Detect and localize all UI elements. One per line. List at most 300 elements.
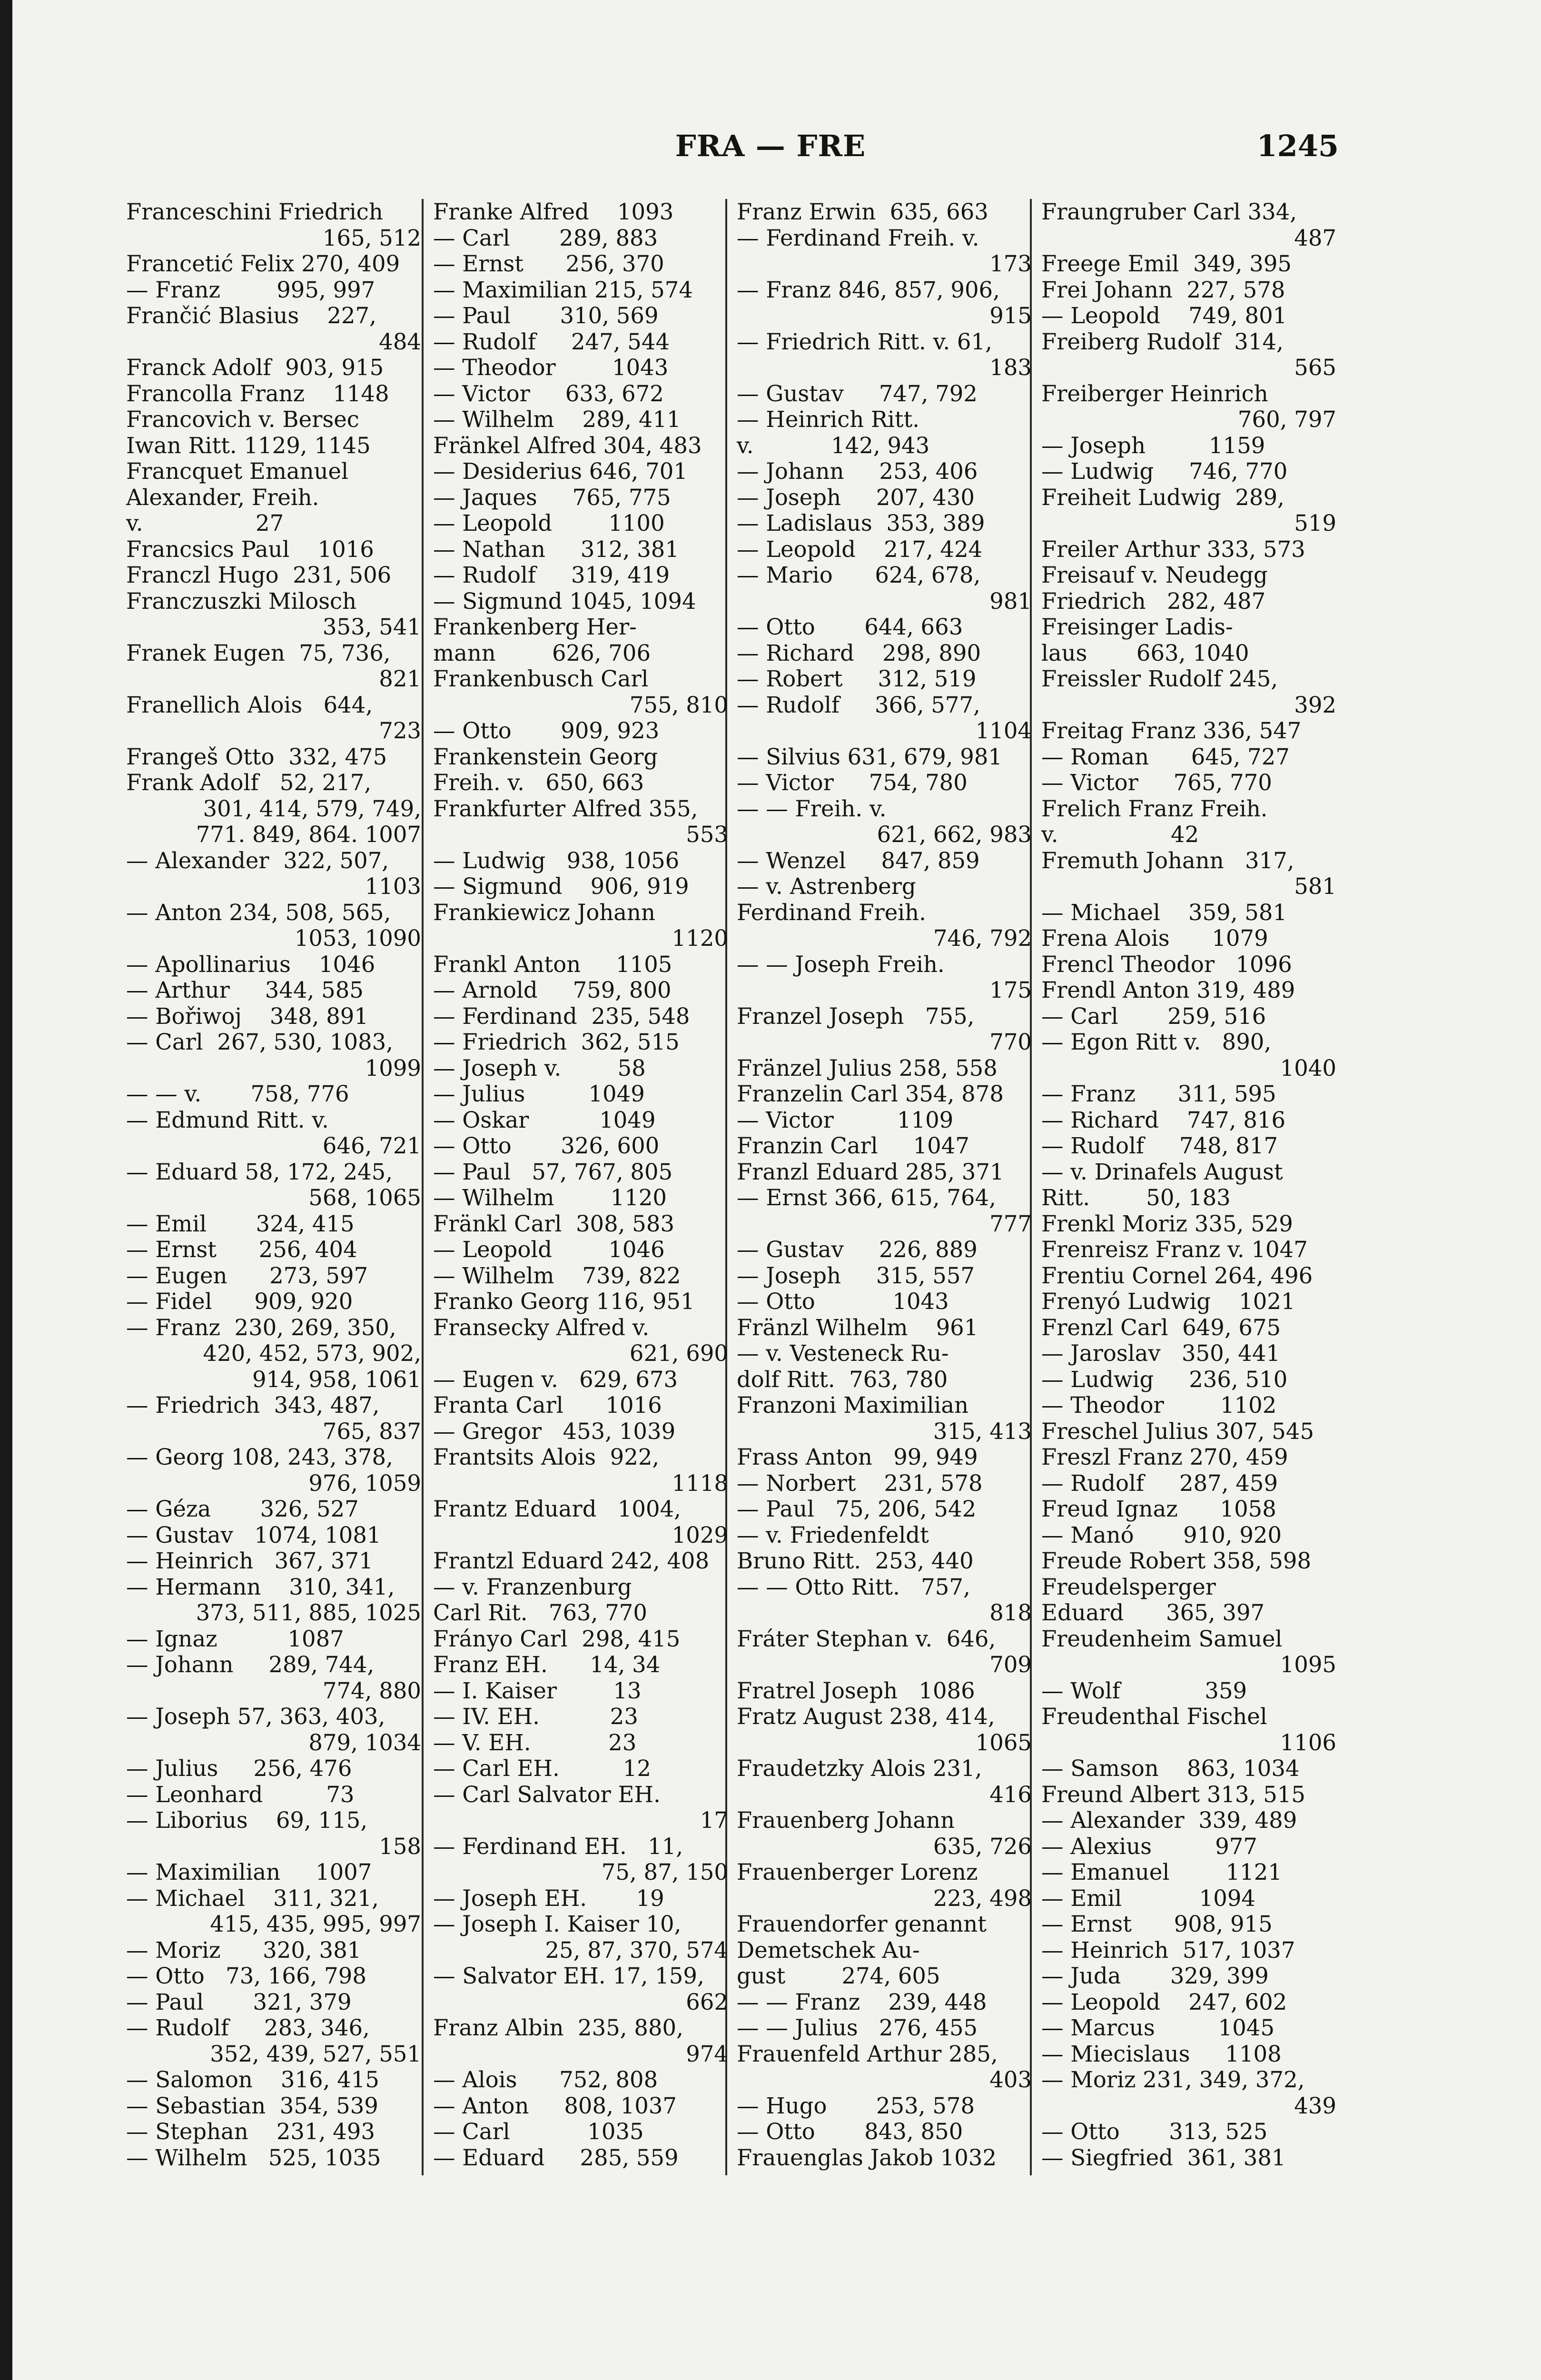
entry-continuation-line: Demetschek Au-	[737, 1937, 920, 1963]
index-entry	[1041, 1755, 1336, 1782]
index-entry	[126, 1081, 421, 1107]
index-entry	[1041, 1211, 1336, 1237]
index-entry	[737, 2015, 1032, 2041]
index-entry	[433, 873, 728, 900]
entry-name-line: Franczl Hugo 231, 506	[126, 562, 392, 588]
entry-name-line: — Wilhelm 739, 822	[433, 1262, 681, 1289]
entry-name-line: — Oskar 1049	[433, 1107, 656, 1133]
index-entry	[126, 1107, 421, 1159]
index-entry	[433, 1237, 728, 1263]
index-entry	[1041, 1782, 1336, 1808]
index-entry	[126, 1704, 421, 1755]
index-entry	[433, 1444, 728, 1496]
entry-name-line: — Gregor 453, 1039	[433, 1418, 676, 1444]
index-entry	[737, 1081, 1032, 1107]
entry-name-line: Freschel Julius 307, 545	[1041, 1418, 1314, 1444]
index-entry	[1041, 1859, 1336, 1885]
entry-name-line: — Franz 846, 857, 906,	[737, 277, 1000, 303]
entry-name-line: — — Joseph Freih.	[737, 951, 945, 977]
entry-name-line: — Ferdinand Freih. v.	[737, 225, 979, 251]
entry-name-line: Fränkl Carl 308, 583	[433, 1210, 675, 1237]
entry-name-line: — Ludwig 746, 770	[1041, 458, 1288, 484]
index-entry	[1041, 666, 1336, 718]
entry-continuation-line: v. 142, 943	[737, 432, 930, 458]
index-entry	[737, 1340, 1032, 1392]
entry-name-line: — Desiderius 646, 701	[433, 458, 688, 484]
index-entry	[1041, 1989, 1336, 2015]
entry-name-line: Frauenberg Johann	[737, 1807, 955, 1833]
index-entry	[1041, 536, 1336, 563]
entry-name-line: Frauenglas Jakob 1032	[737, 2144, 997, 2171]
entry-continuation-line: 553	[686, 822, 728, 847]
index-entry	[126, 1652, 421, 1704]
index-entry	[1041, 1367, 1336, 1393]
entry-name-line: Frenzl Carl 649, 675	[1041, 1314, 1281, 1340]
entry-continuation-line: laus 663, 1040	[1041, 640, 1249, 666]
index-entry	[433, 588, 728, 615]
index-entry	[126, 1755, 421, 1782]
index-entry	[1041, 796, 1336, 848]
entry-name-line: — Wenzel 847, 859	[737, 847, 980, 873]
entry-continuation-line: v. 42	[1041, 822, 1199, 847]
entry-continuation-line: 621, 662, 983	[877, 822, 1032, 847]
entry-name-line: — Ferdinand EH. 11,	[433, 1833, 683, 1859]
entry-continuation-line: 777	[989, 1210, 1032, 1237]
index-entry	[737, 225, 1032, 277]
entry-name-line: Franz Albin 235, 880,	[433, 2015, 683, 2041]
entry-name-line: — Samson 863, 1034	[1041, 1755, 1300, 1781]
index-entry	[737, 1315, 1032, 1341]
index-entry	[433, 1782, 728, 1834]
entry-name-line: — Joseph v. 58	[433, 1055, 646, 1081]
entry-name-line: — Georg 108, 243, 378,	[126, 1444, 393, 1470]
index-entry	[1041, 744, 1336, 770]
index-entry	[433, 458, 728, 485]
entry-name-line: — Norbert 231, 578	[737, 1470, 983, 1496]
entry-name-line: Frass Anton 99, 949	[737, 1444, 978, 1470]
entry-name-line: — Rudolf 247, 544	[433, 328, 670, 355]
entry-name-line: — Manó 910, 920	[1041, 1522, 1282, 1548]
index-entry	[126, 199, 421, 251]
entry-name-line: Fráter Stephan v. 646,	[737, 1626, 996, 1652]
index-entry	[433, 666, 728, 718]
index-entry	[433, 510, 728, 536]
entry-name-line: — Ladislaus 353, 389	[737, 510, 985, 536]
entry-continuation-line: 755, 810	[629, 692, 728, 718]
entry-continuation-line: 1104	[975, 718, 1032, 744]
index-entry	[737, 640, 1032, 666]
entry-name-line: — Anton 234, 508, 565,	[126, 899, 391, 925]
index-entry	[1041, 1911, 1336, 1937]
entry-continuation-line: Iwan Ritt. 1129, 1145	[126, 432, 371, 458]
entry-continuation-line: 223, 498	[933, 1885, 1032, 1911]
entry-name-line: Franke Alfred 1093	[433, 199, 674, 225]
entry-name-line: Frendl Anton 319, 489	[1041, 977, 1295, 1003]
entry-continuation-line: 1106	[1280, 1729, 1336, 1755]
entry-name-line: Freissler Rudolf 245,	[1041, 666, 1278, 692]
entry-continuation-line: 635, 726	[933, 1833, 1032, 1859]
entry-name-line: — Liborius 69, 115,	[126, 1807, 368, 1833]
entry-continuation-line: 373, 511, 885, 1025	[196, 1600, 421, 1626]
entry-name-line: — Otto 843, 850	[737, 2119, 963, 2144]
index-entry	[1041, 1237, 1336, 1263]
entry-name-line: — Carl 267, 530, 1083,	[126, 1029, 393, 1055]
index-entry	[737, 1444, 1032, 1470]
index-entry	[1041, 381, 1336, 433]
entry-name-line: — — v. 758, 776	[126, 1081, 349, 1107]
entry-name-line: — Heinrich Ritt.	[737, 407, 920, 432]
entry-name-line: — Gustav 226, 889	[737, 1237, 978, 1262]
index-entry	[126, 1315, 421, 1393]
entry-name-line: — Marcus 1045	[1041, 2015, 1275, 2041]
entry-name-line: — v. Vesteneck Ru-	[737, 1340, 949, 1366]
entry-name-line: Frauendorfer genannt	[737, 1911, 987, 1937]
entry-name-line: Freszl Franz 270, 459	[1041, 1444, 1288, 1470]
index-entry	[737, 1807, 1032, 1859]
entry-name-line: Frentiu Cornel 264, 496	[1041, 1262, 1313, 1289]
entry-name-line: Freudelsperger	[1041, 1574, 1216, 1600]
entry-name-line: — Franz 230, 269, 350,	[126, 1314, 396, 1340]
index-entry	[1041, 718, 1336, 744]
index-entry	[433, 381, 728, 407]
index-entry	[1041, 1418, 1336, 1445]
index-entry	[433, 1315, 728, 1367]
entry-name-line: Franzoni Maximilian	[737, 1392, 969, 1418]
index-entry	[433, 744, 728, 796]
entry-name-line: Freege Emil 349, 395	[1041, 251, 1292, 277]
index-entry	[737, 1989, 1032, 2015]
entry-name-line: — Otto 73, 166, 798	[126, 1963, 366, 1989]
entry-name-line: — Moriz 320, 381	[126, 1937, 362, 1963]
entry-name-line: — Ernst 908, 915	[1041, 1911, 1273, 1937]
entry-name-line: Frankenbusch Carl	[433, 666, 649, 692]
index-entry	[433, 2067, 728, 2093]
entry-name-line: — Paul 321, 379	[126, 1989, 352, 2015]
index-entry	[1041, 1885, 1336, 1912]
entry-continuation-line: 981	[989, 588, 1032, 614]
entry-name-line: Fratz August 238, 414,	[737, 1704, 995, 1729]
index-entry	[433, 2015, 728, 2067]
index-entry	[433, 355, 728, 381]
entry-name-line: Frelich Franz Freih.	[1041, 795, 1268, 822]
entry-name-line: — Paul 57, 767, 805	[433, 1159, 673, 1185]
index-entry	[433, 562, 728, 588]
entry-continuation-line: 415, 435, 995, 997	[210, 1911, 421, 1937]
entry-name-line: — Nathan 312, 381	[433, 536, 679, 562]
entry-name-line: Franzl Eduard 285, 371	[737, 1159, 1004, 1185]
entry-name-line: Franczuszki Milosch	[126, 588, 357, 614]
entry-name-line: Frauenfeld Arthur 285,	[737, 2041, 998, 2067]
entry-name-line: — Theodor 1043	[433, 355, 669, 380]
index-entry	[433, 277, 728, 303]
index-entry	[737, 1289, 1032, 1315]
entry-name-line: — Maximilian 215, 574	[433, 277, 693, 303]
index-entry	[1041, 1289, 1336, 1315]
entry-continuation-line: 1099	[365, 1055, 421, 1081]
entry-name-line: — Joseph 315, 557	[737, 1262, 975, 1289]
index-entry	[433, 407, 728, 433]
entry-name-line: Franzelin Carl 354, 878	[737, 1081, 1004, 1107]
entry-name-line: — I. Kaiser 13	[433, 1677, 642, 1704]
entry-continuation-line: 416	[989, 1781, 1032, 1807]
index-entry	[433, 1289, 728, 1315]
index-entry	[126, 744, 421, 770]
index-entry	[433, 1755, 728, 1782]
entry-name-line: — Sebastian 354, 539	[126, 2092, 378, 2119]
entry-name-line: — — Franz 239, 448	[737, 1989, 987, 2015]
entry-name-line: — Leopold 749, 801	[1041, 303, 1287, 328]
index-entry	[126, 1548, 421, 1574]
entry-name-line: — Theodor 1102	[1041, 1392, 1277, 1418]
entry-name-line: — Emil 324, 415	[126, 1210, 355, 1237]
index-entry	[1041, 1107, 1336, 1133]
index-entry	[433, 1652, 728, 1678]
index-entry	[1041, 1574, 1336, 1626]
entry-name-line: — Johann 253, 406	[737, 458, 978, 484]
index-entry	[433, 303, 728, 329]
entry-continuation-line: Carl Rit. 763, 770	[433, 1600, 647, 1626]
index-entry	[1041, 614, 1336, 666]
entry-name-line: — Julius 256, 476	[126, 1755, 352, 1781]
column-rule	[422, 199, 424, 2175]
index-entry	[737, 1133, 1032, 1159]
index-entry	[737, 1496, 1032, 1522]
index-entry	[433, 1367, 728, 1393]
entry-name-line: Fränzel Julius 258, 558	[737, 1055, 998, 1081]
entry-name-line: — Alois 752, 808	[433, 2067, 658, 2092]
index-entry	[433, 1159, 728, 1185]
index-entry	[737, 510, 1032, 536]
entry-name-line: Francovich v. Bersec	[126, 407, 359, 432]
entry-name-line: Franko Georg 116, 951	[433, 1289, 695, 1314]
index-entry	[1041, 1807, 1336, 1834]
entry-name-line: Francsics Paul 1016	[126, 536, 374, 562]
index-entry	[126, 562, 421, 588]
entry-name-line: — Carl 259, 516	[1041, 1003, 1266, 1029]
entry-name-line: — v. Friedenfeldt	[737, 1522, 929, 1548]
entry-name-line: — Carl 289, 883	[433, 225, 658, 251]
index-entry	[1041, 433, 1336, 459]
entry-name-line: — v. Drinafels August	[1041, 1159, 1283, 1185]
index-entry	[737, 952, 1032, 1003]
entry-continuation-line: 723	[379, 718, 421, 744]
index-entry	[126, 1211, 421, 1237]
index-entry	[433, 1885, 728, 1912]
index-entry	[1041, 1133, 1336, 1159]
index-entry	[433, 1418, 728, 1445]
entry-name-line: — Otto 313, 525	[1041, 2119, 1268, 2144]
entry-name-line: — Mario 624, 678,	[737, 562, 981, 588]
entry-name-line: Frei Johann 227, 578	[1041, 277, 1285, 303]
index-entry	[433, 199, 728, 225]
entry-name-line: Franzel Joseph 755,	[737, 1003, 975, 1029]
entry-name-line: Frančić Blasius 227,	[126, 303, 376, 328]
index-entry	[737, 1055, 1032, 1081]
entry-name-line: — Leonhard 73	[126, 1781, 355, 1807]
index-entry	[126, 1859, 421, 1885]
index-entry	[737, 485, 1032, 511]
index-entry	[737, 1185, 1032, 1237]
index-entry	[1041, 1678, 1336, 1704]
entry-name-line: Frauenberger Lorenz	[737, 1859, 978, 1885]
entry-name-line: Freisauf v. Neudegg	[1041, 562, 1268, 588]
entry-name-line: Fraudetzky Alois 231,	[737, 1755, 982, 1781]
entry-continuation-line: Ferdinand Freih.	[737, 899, 926, 925]
entry-name-line: — Joseph 207, 430	[737, 484, 975, 510]
entry-continuation-line: 519	[1294, 510, 1336, 536]
entry-name-line: Frenreisz Franz v. 1047	[1041, 1237, 1308, 1262]
entry-name-line: Frankl Anton 1105	[433, 951, 672, 977]
index-column-4	[1041, 199, 1336, 2171]
entry-name-line: — Ernst 366, 615, 764,	[737, 1185, 996, 1210]
entry-name-line: — Friedrich 362, 515	[433, 1029, 680, 1055]
entry-continuation-line: Bruno Ritt. 253, 440	[737, 1548, 974, 1574]
index-entry	[1041, 1029, 1336, 1081]
entry-name-line: — Egon Ritt v. 890,	[1041, 1029, 1272, 1055]
entry-name-line: Frena Alois 1079	[1041, 925, 1268, 951]
entry-name-line: Francolla Franz 1148	[126, 380, 389, 407]
entry-continuation-line: 646, 721	[322, 1133, 421, 1159]
entry-name-line: — Joseph 1159	[1041, 432, 1265, 458]
entry-name-line: — V. EH. 23	[433, 1729, 637, 1755]
index-entry	[737, 1522, 1032, 1574]
entry-name-line: — Alexander 322, 507,	[126, 847, 389, 873]
index-entry	[737, 1159, 1032, 1185]
entry-name-line: — Victor 754, 780	[737, 770, 968, 795]
index-entry	[126, 977, 421, 1003]
entry-continuation-line: 581	[1294, 873, 1336, 899]
index-entry	[1041, 329, 1336, 381]
entry-name-line: — Ferdinand 235, 548	[433, 1003, 690, 1029]
entry-name-line: Frenkl Moriz 335, 529	[1041, 1210, 1293, 1237]
entry-name-line: — Géza 326, 527	[126, 1496, 359, 1522]
entry-continuation-line: 709	[989, 1652, 1032, 1677]
index-entry	[433, 1263, 728, 1289]
index-entry	[126, 952, 421, 978]
index-entry	[126, 1392, 421, 1444]
entry-continuation-line: mann 626, 706	[433, 640, 651, 666]
index-entry	[126, 1885, 421, 1937]
entry-continuation-line: 662	[686, 1989, 728, 2015]
page-number: 1245	[1256, 129, 1339, 163]
index-entry	[1041, 1159, 1336, 1211]
index-entry	[737, 1678, 1032, 1704]
index-entry	[1041, 1470, 1336, 1497]
index-entry	[737, 1626, 1032, 1678]
entry-continuation-line: 879, 1034	[308, 1729, 421, 1755]
index-entry	[737, 536, 1032, 563]
entry-name-line: — v. Astrenberg	[737, 873, 916, 899]
entry-name-line: Frankenberg Her-	[433, 614, 637, 640]
entry-continuation-line: 420, 452, 573, 902,	[203, 1340, 421, 1366]
entry-name-line: Franellich Alois 644,	[126, 692, 373, 718]
entry-name-line: Freitag Franz 336, 547	[1041, 718, 1302, 744]
index-entry	[1041, 900, 1336, 926]
index-entry	[1041, 2067, 1336, 2119]
entry-name-line: — Victor 633, 672	[433, 380, 664, 407]
entry-name-line: Frenyó Ludwig 1021	[1041, 1289, 1295, 1314]
index-entry	[433, 1626, 728, 1652]
index-entry	[433, 2145, 728, 2171]
entry-continuation-line: 392	[1294, 692, 1336, 718]
scan-edge-shadow	[0, 0, 12, 2380]
entry-name-line: — Robert 312, 519	[737, 666, 977, 692]
index-entry	[737, 1574, 1032, 1626]
entry-name-line: — Moriz 231, 349, 372,	[1041, 2067, 1305, 2092]
entry-continuation-line: 774, 880	[322, 1677, 421, 1704]
entry-continuation-line: 75, 87, 150	[601, 1859, 728, 1885]
entry-name-line: Franta Carl 1016	[433, 1392, 662, 1418]
index-entry	[1041, 277, 1336, 303]
entry-name-line: — Miecislaus 1108	[1041, 2041, 1282, 2067]
entry-name-line: — Richard 298, 890	[737, 640, 981, 666]
index-entry	[737, 2145, 1032, 2171]
entry-name-line: — Joseph I. Kaiser 10,	[433, 1911, 682, 1937]
index-entry	[126, 1937, 421, 1964]
index-entry	[433, 251, 728, 277]
index-entry	[126, 355, 421, 381]
entry-name-line: — Ignaz 1087	[126, 1626, 344, 1652]
entry-name-line: — Julius 1049	[433, 1081, 645, 1107]
index-entry	[126, 692, 421, 744]
index-entry	[126, 277, 421, 303]
index-entry	[1041, 925, 1336, 952]
entry-name-line: — Sigmund 1045, 1094	[433, 588, 696, 614]
index-entry	[433, 1029, 728, 1055]
index-entry	[126, 1289, 421, 1315]
entry-continuation-line: 175	[989, 977, 1032, 1003]
index-entry	[1041, 1626, 1336, 1678]
index-entry	[433, 1107, 728, 1133]
index-entry	[433, 614, 728, 666]
entry-continuation-line: 760, 797	[1237, 407, 1336, 432]
index-entry	[737, 692, 1032, 744]
entry-continuation-line: 974	[686, 2041, 728, 2067]
index-entry	[433, 1678, 728, 1704]
entry-continuation-line: 25, 87, 370, 574	[545, 1937, 728, 1963]
index-entry	[433, 1911, 728, 1963]
entry-name-line: — Wilhelm 525, 1035	[126, 2144, 381, 2171]
entry-continuation-line: 1095	[1280, 1652, 1336, 1677]
index-entry	[737, 1470, 1032, 1497]
index-entry	[1041, 1963, 1336, 1989]
entry-continuation-line: dolf Ritt. 763, 780	[737, 1366, 948, 1392]
entry-continuation-line: Eduard 365, 397	[1041, 1600, 1265, 1626]
entry-name-line: Fránуo Carl 298, 415	[433, 1626, 681, 1652]
index-entry	[433, 952, 728, 978]
index-entry	[433, 1963, 728, 2015]
page-header-title: FRA — FRE	[675, 129, 866, 163]
index-entry	[126, 1237, 421, 1263]
index-entry	[1041, 2041, 1336, 2067]
entry-name-line: — Carl 1035	[433, 2119, 644, 2144]
entry-name-line: — Carl Salvator EH.	[433, 1781, 661, 1807]
index-entry	[1041, 848, 1336, 900]
entry-name-line: Freiler Arthur 333, 573	[1041, 536, 1305, 562]
entry-name-line: — Leopold 247, 602	[1041, 1989, 1287, 2015]
index-entry	[433, 1133, 728, 1159]
entry-name-line: — Leopold 1100	[433, 510, 665, 536]
index-column-1	[126, 199, 421, 2171]
index-entry	[1041, 952, 1336, 978]
entry-name-line: Fremuth Johann 317,	[1041, 847, 1294, 873]
index-entry	[737, 1107, 1032, 1133]
entry-continuation-line: 1053, 1090	[294, 925, 421, 951]
index-entry	[433, 1548, 728, 1574]
entry-name-line: — Johann 289, 744,	[126, 1652, 375, 1677]
index-entry	[737, 562, 1032, 614]
entry-name-line: — Ernst 256, 370	[433, 251, 664, 277]
